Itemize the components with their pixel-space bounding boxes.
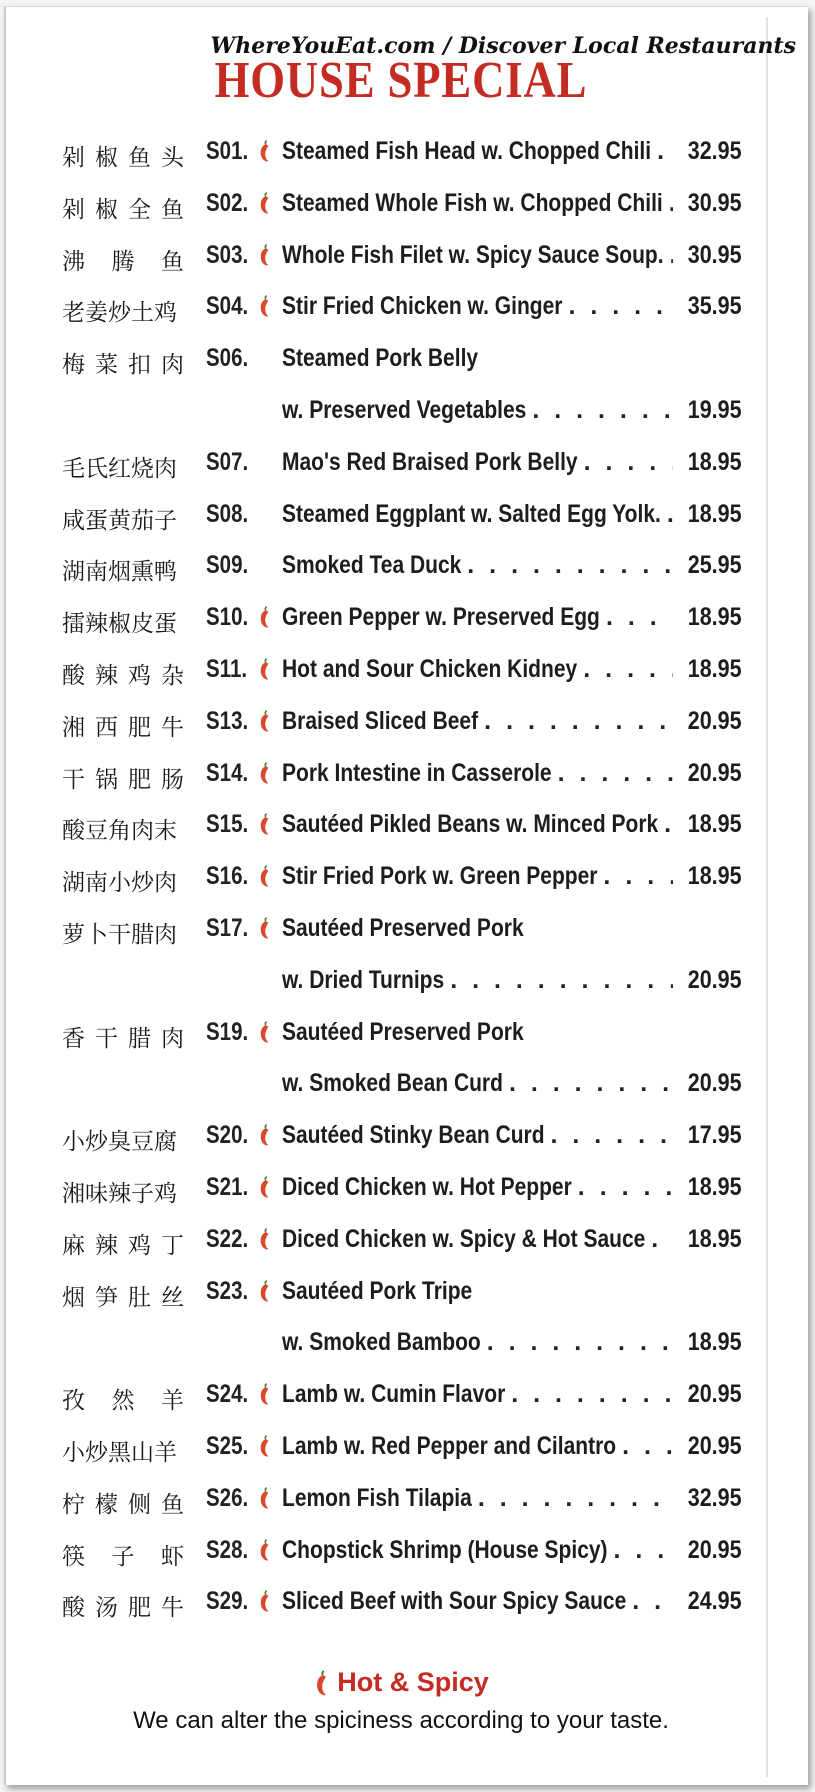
- item-name-line: [282, 759, 742, 788]
- chinese-name: 干 锅 肥 肠: [62, 766, 184, 793]
- chili-pepper-icon: [257, 1279, 273, 1303]
- chinese-name: 沸 腾 鱼: [62, 248, 184, 275]
- menu-item: [62, 496, 742, 548]
- item-name: Pork Intestine in Casserole: [282, 758, 552, 787]
- item-code: S14.: [206, 758, 249, 787]
- menu-page: [4, 6, 808, 1785]
- item-name-line: [282, 1587, 742, 1616]
- item-code: S10.: [206, 603, 249, 632]
- item-price: 20.95: [688, 1069, 742, 1098]
- item-name-line: [282, 1121, 742, 1150]
- menu-item-continuation: [62, 962, 742, 1014]
- chili-pepper-icon: [257, 812, 273, 836]
- item-name: w. Smoked Bamboo: [282, 1328, 481, 1357]
- chinese-name: 湖 南 烟 熏 鸭: [62, 559, 177, 586]
- menu-item: [62, 444, 742, 496]
- menu-item: [62, 651, 742, 703]
- item-name: Whole Fish Filet w. Spicy Sauce Soup.: [282, 240, 664, 269]
- item-name-line: [282, 448, 742, 477]
- item-price: 18.95: [688, 1328, 742, 1357]
- legend-title: [313, 1667, 489, 1698]
- chili-pepper-icon: [313, 1669, 331, 1697]
- menu-item: [62, 703, 742, 755]
- menu-item: [62, 599, 742, 651]
- chili-pepper-icon: [257, 191, 273, 215]
- chili-pepper-icon: [257, 709, 273, 733]
- item-code: S03.: [206, 240, 249, 269]
- item-price: 18.95: [688, 499, 742, 528]
- item-code: S17.: [206, 913, 249, 942]
- chinese-name: 麻 辣 鸡 丁: [62, 1232, 184, 1259]
- site-watermark: WhereYouEat.com / Discover Local Restaurants: [210, 33, 796, 59]
- chinese-name: 老 姜 炒 土 鸡: [62, 300, 177, 327]
- item-name-line: [282, 914, 742, 943]
- item-code: S25.: [206, 1431, 249, 1460]
- menu-item: [62, 806, 742, 858]
- dot-leader: [583, 655, 673, 684]
- chinese-name: 酸 辣 鸡 杂: [62, 662, 184, 689]
- dot-leader: [613, 1536, 673, 1565]
- dot-leader: [487, 1328, 674, 1357]
- item-name-line: [282, 1432, 742, 1461]
- chinese-name: 香 干 腊 肉: [62, 1025, 184, 1052]
- dot-leader: [606, 603, 674, 632]
- item-name-line: [282, 1536, 742, 1565]
- item-name: Mao's Red Braised Pork Belly: [282, 447, 578, 476]
- chili-pepper-icon: [257, 294, 273, 318]
- chili-pepper-icon: [257, 605, 273, 629]
- chili-pepper-icon: [257, 1020, 273, 1044]
- dot-leader: [578, 1173, 674, 1202]
- item-name: Lamb w. Cumin Flavor: [282, 1380, 506, 1409]
- item-price: 20.95: [688, 1535, 742, 1564]
- menu-item: [62, 1117, 742, 1169]
- item-name: Chopstick Shrimp (House Spicy): [282, 1535, 608, 1564]
- item-price: 32.95: [688, 1483, 742, 1512]
- dot-leader: [669, 189, 674, 218]
- item-name-line: [282, 603, 742, 632]
- item-name-line: [282, 241, 742, 270]
- item-price: 18.95: [688, 447, 742, 476]
- menu-item: [62, 1169, 742, 1221]
- item-price: 30.95: [688, 188, 742, 217]
- item-name: Steamed Eggplant w. Salted Egg Yolk.: [282, 499, 661, 528]
- item-price: 18.95: [688, 1172, 742, 1201]
- dot-leader: [478, 1484, 674, 1513]
- chili-pepper-icon: [257, 657, 273, 681]
- chili-pepper-icon: [257, 1538, 273, 1562]
- item-name: Sliced Beef with Sour Spicy Sauce: [282, 1587, 627, 1616]
- menu-item: [62, 910, 742, 962]
- chili-pepper-icon: [257, 864, 273, 888]
- item-name: Sautéed Stinky Bean Curd: [282, 1121, 545, 1150]
- chinese-name: 咸 蛋 黄 茄 子: [62, 507, 177, 534]
- menu-item: [62, 340, 742, 392]
- item-code: S28.: [206, 1535, 249, 1564]
- item-name-line: [282, 344, 742, 373]
- dot-leader: [532, 396, 673, 425]
- menu-item: [62, 1376, 742, 1428]
- item-price: 35.95: [688, 292, 742, 321]
- item-price: 19.95: [688, 395, 742, 424]
- page-edge-line: [766, 17, 768, 1777]
- item-code: S24.: [206, 1380, 249, 1409]
- item-price: 18.95: [688, 1224, 742, 1253]
- menu-item: [62, 755, 742, 807]
- item-name-line: [282, 1328, 742, 1357]
- item-name: Smoked Tea Duck: [282, 551, 462, 580]
- item-code: S13.: [206, 706, 249, 735]
- chinese-name: 烟 笋 肚 丝: [62, 1284, 184, 1311]
- chili-pepper-icon: [257, 1227, 273, 1251]
- item-name: Green Pepper w. Preserved Egg: [282, 603, 600, 632]
- item-price: 20.95: [688, 758, 742, 787]
- item-name-line: [282, 810, 742, 839]
- dot-leader: [664, 810, 673, 839]
- item-name-line: [282, 1277, 742, 1306]
- dot-leader: [657, 137, 673, 166]
- menu-item: [62, 1532, 742, 1584]
- chinese-name: 酸 汤 肥 牛: [62, 1595, 184, 1622]
- dot-leader: [450, 966, 673, 995]
- item-code: S02.: [206, 188, 249, 217]
- menu-item: [62, 133, 742, 185]
- chili-pepper-icon: [257, 243, 273, 267]
- item-name-line: [282, 1484, 742, 1513]
- dot-leader: [509, 1069, 674, 1098]
- menu-item-continuation: [62, 1324, 742, 1376]
- chinese-name: 孜 然 羊: [62, 1388, 184, 1415]
- item-code: S04.: [206, 292, 249, 321]
- menu-item: [62, 1014, 742, 1066]
- chinese-name: 湘 西 肥 牛: [62, 714, 184, 741]
- menu-item: [62, 237, 742, 289]
- item-name: Steamed Whole Fish w. Chopped Chili: [282, 188, 663, 217]
- item-code: S09.: [206, 551, 249, 580]
- page-title: HOUSE SPECIAL: [214, 52, 588, 109]
- item-code: S29.: [206, 1587, 249, 1616]
- chinese-name: 筷 子 虾: [62, 1543, 184, 1570]
- item-price: 17.95: [688, 1121, 742, 1150]
- dot-leader: [484, 707, 673, 736]
- menu-item: [62, 1428, 742, 1480]
- item-name: Sautéed Preserved Pork: [282, 1017, 524, 1046]
- item-name: Sautéed Preserved Pork: [282, 913, 524, 942]
- chili-pepper-icon: [257, 1175, 273, 1199]
- chinese-name: 湘 味 辣 子 鸡: [62, 1180, 177, 1207]
- dot-leader: [551, 1121, 674, 1150]
- item-price: 20.95: [688, 1380, 742, 1409]
- chili-pepper-icon: [257, 139, 273, 163]
- menu-item: [62, 547, 742, 599]
- dot-leader: [670, 241, 674, 270]
- legend-note: We can alter the spiciness according to your taste.: [133, 1706, 669, 1734]
- chinese-name: 剁 椒 全 鱼: [62, 196, 184, 223]
- item-name: Lamb w. Red Pepper and Cilantro: [282, 1431, 617, 1460]
- item-name-line: [282, 396, 742, 425]
- chinese-name: 酸 豆 角 肉 末: [62, 818, 177, 845]
- item-code: S16.: [206, 862, 249, 891]
- item-price: 18.95: [688, 862, 742, 891]
- item-name: Sautéed Pork Tripe: [282, 1276, 473, 1305]
- item-name: Steamed Fish Head w. Chopped Chili: [282, 137, 652, 165]
- item-price: 20.95: [688, 1431, 742, 1460]
- item-code: S01.: [206, 137, 249, 165]
- item-price: 24.95: [688, 1587, 742, 1616]
- item-name: Sautéed Pikled Beans w. Minced Pork: [282, 810, 659, 839]
- legend-label: Hot & Spicy: [337, 1667, 489, 1697]
- chinese-name: 梅 菜 扣 肉: [62, 352, 184, 379]
- menu-item: [62, 185, 742, 237]
- item-name: Stir Fried Chicken w. Ginger: [282, 292, 563, 321]
- chinese-name: 萝 卜 干 腊 肉: [62, 921, 177, 948]
- item-name: Stir Fried Pork w. Green Pepper: [282, 862, 598, 891]
- item-name: w. Preserved Vegetables: [282, 395, 527, 424]
- item-code: S06.: [206, 344, 249, 373]
- dot-leader: [622, 1432, 673, 1461]
- item-price: 30.95: [688, 240, 742, 269]
- item-name-line: [282, 1225, 742, 1254]
- item-price: 18.95: [688, 603, 742, 632]
- dot-leader: [632, 1587, 673, 1616]
- chili-pepper-icon: [257, 1434, 273, 1458]
- item-name: Lemon Fish Tilapia: [282, 1483, 472, 1512]
- item-name-line: [282, 551, 742, 580]
- chili-pepper-icon: [257, 1486, 273, 1510]
- dot-leader: [651, 1225, 673, 1254]
- dot-leader: [584, 448, 674, 477]
- item-name: Diced Chicken w. Hot Pepper: [282, 1172, 572, 1201]
- dot-leader: [558, 759, 674, 788]
- item-code: S15.: [206, 810, 249, 839]
- item-name-line: [282, 862, 742, 891]
- menu-item-continuation: [62, 392, 742, 444]
- item-code: S08.: [206, 499, 249, 528]
- item-name-line: [282, 292, 742, 321]
- chili-pepper-icon: [257, 1382, 273, 1406]
- item-code: S20.: [206, 1121, 249, 1150]
- menu-item: [62, 858, 742, 910]
- item-name-line: [282, 966, 742, 995]
- item-price: 20.95: [688, 706, 742, 735]
- item-name: Braised Sliced Beef: [282, 706, 479, 735]
- menu-item-continuation: [62, 1065, 742, 1117]
- item-price: 32.95: [688, 137, 742, 165]
- menu-item: [62, 1221, 742, 1273]
- item-price: 18.95: [688, 654, 742, 683]
- item-name-line: [282, 1380, 742, 1409]
- item-code: S11.: [206, 654, 248, 683]
- item-price: 18.95: [688, 810, 742, 839]
- item-name-line: [282, 1173, 742, 1202]
- item-name: Diced Chicken w. Spicy & Hot Sauce: [282, 1224, 646, 1253]
- item-price: 25.95: [688, 551, 742, 580]
- menu-item: [62, 1583, 742, 1635]
- chinese-name: 小 炒 黑 山 羊: [62, 1439, 177, 1466]
- chinese-name: 湖 南 小 炒 肉: [62, 870, 177, 897]
- item-code: S26.: [206, 1483, 249, 1512]
- item-name-line: [282, 1018, 742, 1047]
- chili-pepper-icon: [257, 916, 273, 940]
- chili-pepper-icon: [257, 1123, 273, 1147]
- menu-item: [62, 1273, 742, 1325]
- chili-pepper-icon: [257, 1589, 273, 1613]
- spicy-legend: [6, 1667, 796, 1735]
- chinese-name: 毛 氏 红 烧 肉: [62, 455, 177, 482]
- chili-pepper-icon: [257, 761, 273, 785]
- menu-item: [62, 1480, 742, 1532]
- item-code: S23.: [206, 1276, 249, 1305]
- item-code: S07.: [206, 447, 249, 476]
- item-name: w. Smoked Bean Curd: [282, 1069, 503, 1098]
- dot-leader: [603, 862, 673, 891]
- item-name-line: [282, 1069, 742, 1098]
- chinese-name: 柠 檬 侧 鱼: [62, 1491, 184, 1518]
- chinese-name: 小 炒 臭 豆 腐: [62, 1129, 177, 1156]
- item-name-line: [282, 189, 742, 218]
- dot-leader: [667, 500, 674, 529]
- chinese-name: 剁 椒 鱼 头: [62, 145, 184, 171]
- item-name: Steamed Pork Belly: [282, 344, 479, 373]
- item-code: S19.: [206, 1017, 249, 1046]
- menu-list: [62, 133, 742, 1635]
- chinese-name: 擂 辣 椒 皮 蛋: [62, 611, 177, 638]
- item-name-line: [282, 137, 742, 166]
- dot-leader: [511, 1380, 673, 1409]
- menu-item: [62, 288, 742, 340]
- item-price: 20.95: [688, 965, 742, 994]
- dot-leader: [568, 292, 673, 321]
- item-name-line: [282, 655, 742, 684]
- item-code: S22.: [206, 1224, 249, 1253]
- dot-leader: [467, 551, 673, 580]
- item-code: S21.: [206, 1172, 249, 1201]
- item-name-line: [282, 707, 742, 736]
- item-name-line: [282, 500, 742, 529]
- item-name: Hot and Sour Chicken Kidney: [282, 654, 578, 683]
- item-name: w. Dried Turnips: [282, 965, 445, 994]
